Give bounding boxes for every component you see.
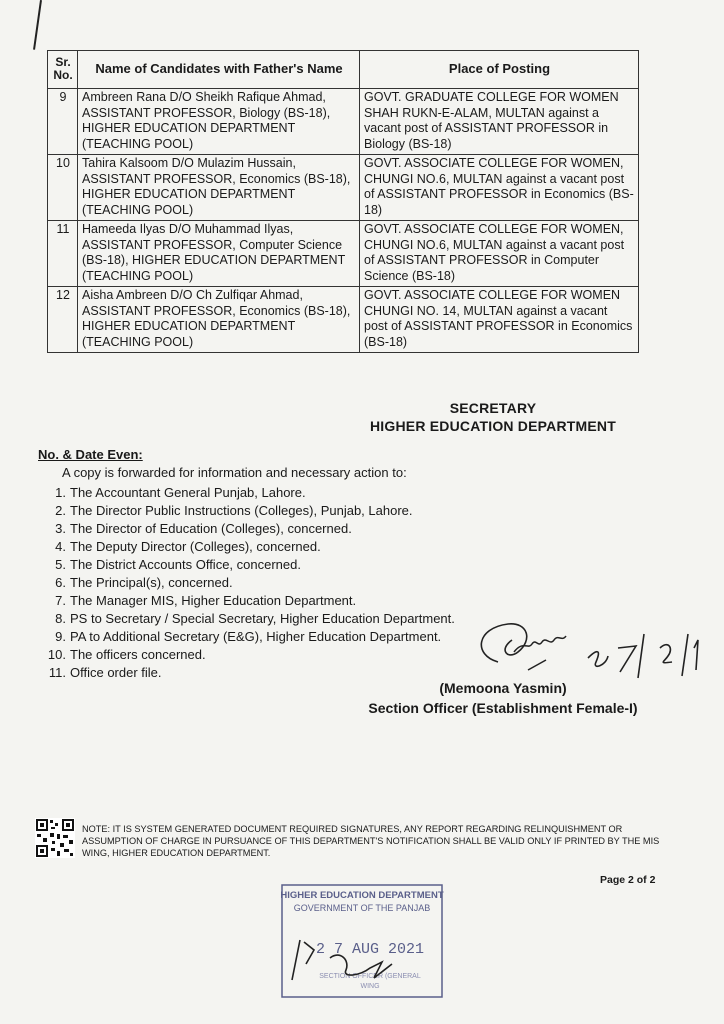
- page-number: Page 2 of 2: [600, 874, 656, 886]
- recipient-number: 4.: [55, 539, 66, 554]
- recipient-text: The Director of Education (Colleges), concerned.: [70, 521, 352, 536]
- recipient-item: [32, 502, 455, 520]
- recipient-item: [32, 610, 455, 628]
- recipient-text: Office order file.: [70, 665, 162, 680]
- handwritten-signature: [468, 600, 708, 690]
- table-header-row: [48, 51, 639, 89]
- cell-line: (TEACHING POOL): [82, 268, 194, 283]
- cell-line: HIGHER EDUCATION DEPARTMENT: [82, 319, 296, 333]
- qr-code-icon: [35, 818, 75, 858]
- recipient-item: [32, 628, 455, 646]
- recipient-item: [32, 556, 455, 574]
- recipient-text: The Director Public Instructions (Colleges), Punjab, Lahore.: [70, 503, 413, 518]
- cell-line: CHUNGI NO. 14, MULTAN against a vacant: [364, 303, 608, 318]
- secretary-department: HIGHER EDUCATION DEPARTMENT: [370, 418, 616, 434]
- header-sr-line2: No.: [53, 68, 73, 82]
- cell-sr-no: 11: [48, 221, 78, 287]
- pen-mark: [33, 0, 42, 50]
- cell-line: GOVT. GRADUATE COLLEGE FOR WOMEN: [364, 90, 619, 104]
- header-sr-line1: Sr.: [55, 55, 71, 69]
- recipient-number: 7.: [55, 593, 66, 608]
- cell-line: post of ASSISTANT PROFESSOR in Economics: [364, 319, 633, 333]
- header-place-of-posting: Place of Posting: [360, 51, 639, 89]
- stamp-line1: HIGHER EDUCATION DEPARTMENT: [280, 890, 444, 901]
- cell-line: ASSISTANT PROFESSOR, Economics (BS-18),: [82, 303, 351, 318]
- recipient-item: [32, 484, 455, 502]
- stamp-line3: SECTION OFFICER (GENERAL: [319, 973, 421, 980]
- cell-line: (TEACHING POOL): [82, 334, 194, 349]
- recipient-text: The Manager MIS, Higher Education Department.: [70, 593, 357, 608]
- recipient-text: The officers concerned.: [70, 647, 206, 662]
- reference-heading: No. & Date Even:: [38, 447, 143, 462]
- cell-line: CHUNGI NO.6, MULTAN against a vacant post: [364, 237, 625, 252]
- cell-place-of-posting: [360, 221, 639, 287]
- cell-candidate-name: [78, 221, 360, 287]
- posting-table: [47, 50, 639, 353]
- recipient-text: The Accountant General Punjab, Lahore.: [70, 485, 306, 500]
- cell-line: vacant post of ASSISTANT PROFESSOR in: [364, 121, 609, 135]
- cell-place-of-posting: [360, 89, 639, 155]
- table-row: [48, 221, 639, 287]
- cell-line: Ambreen Rana D/O Sheikh Rafique Ahmad,: [82, 90, 326, 104]
- officer-designation: Section Officer (Establishment Female-I): [368, 700, 638, 716]
- recipient-item: [32, 574, 455, 592]
- cell-line: of ASSISTANT PROFESSOR in Computer: [364, 253, 600, 267]
- stamp-line4: WING: [360, 983, 380, 990]
- cell-line: (BS-18): [364, 334, 408, 349]
- cell-place-of-posting: [360, 287, 639, 353]
- secretary-title: SECRETARY: [449, 400, 537, 416]
- system-note: NOTE: IT IS SYSTEM GENERATED DOCUMENT REQUIRED SIGNATURES, ANY REPORT REGARDING RELINQUISHMENT OR ASSUMPTION OF CHARGE IN PURSUANCE OF THIS DEPARTMENT'S NOTIFICATION SHALL BE VALID ONLY IF PRINTED BY THE MIS WING, HIGHER EDUCATION DEPARTMENT.: [82, 824, 660, 858]
- cell-line: GOVT. ASSOCIATE COLLEGE FOR WOMEN: [364, 288, 621, 302]
- cell-sr-no: 10: [48, 155, 78, 221]
- officer-name: (Memoona Yasmin): [439, 680, 567, 696]
- recipient-item: [32, 520, 455, 538]
- stamp-date: 2 7 AUG 2021: [315, 941, 425, 958]
- recipient-item: [32, 538, 455, 556]
- recipient-number: 10.: [47, 647, 66, 662]
- cell-place-of-posting: [360, 155, 639, 221]
- cell-candidate-name: [78, 89, 360, 155]
- cell-sr-no: 9: [48, 89, 78, 155]
- cell-line: Tahira Kalsoom D/O Mulazim Hussain,: [82, 156, 296, 170]
- cell-line: 18): [364, 202, 383, 217]
- table-row: [48, 287, 639, 353]
- recipient-text: The District Accounts Office, concerned.: [70, 557, 301, 572]
- recipient-number: 6.: [55, 575, 66, 590]
- cell-candidate-name: [78, 287, 360, 353]
- forward-intro: A copy is forwarded for information and necessary action to:: [62, 465, 407, 480]
- stamp-line2: GOVERNMENT OF THE PANJAB: [293, 903, 431, 913]
- cell-line: ASSISTANT PROFESSOR, Computer Science: [82, 237, 343, 252]
- recipient-item: [32, 592, 455, 610]
- recipient-number: 5.: [55, 557, 66, 572]
- cell-line: of ASSISTANT PROFESSOR in Economics (BS-: [364, 187, 634, 201]
- header-sr-no: [48, 51, 78, 89]
- recipient-number: 9.: [55, 629, 66, 644]
- recipient-item: [32, 646, 455, 664]
- cell-line: ASSISTANT PROFESSOR, Economics (BS-18),: [82, 171, 351, 186]
- cell-sr-no: 12: [48, 287, 78, 353]
- cell-line: GOVT. ASSOCIATE COLLEGE FOR WOMEN,: [364, 222, 624, 236]
- cell-line: (BS-18), HIGHER EDUCATION DEPARTMENT: [82, 253, 346, 267]
- recipient-text: PS to Secretary / Special Secretary, Higher Education Department.: [70, 611, 455, 626]
- recipient-text: The Principal(s), concerned.: [70, 575, 233, 590]
- recipient-number: 1.: [55, 485, 66, 500]
- recipient-number: 2.: [55, 503, 66, 518]
- cell-line: (TEACHING POOL): [82, 202, 194, 217]
- cell-line: SHAH RUKN-E-ALAM, MULTAN against a: [364, 105, 600, 120]
- cell-line: HIGHER EDUCATION DEPARTMENT: [82, 121, 296, 135]
- cell-line: Science (BS-18): [364, 268, 456, 283]
- cell-line: Biology (BS-18): [364, 136, 452, 151]
- cell-line: ASSISTANT PROFESSOR, Biology (BS-18),: [82, 105, 331, 120]
- recipient-number: 3.: [55, 521, 66, 536]
- cell-line: HIGHER EDUCATION DEPARTMENT: [82, 187, 296, 201]
- recipient-number: 8.: [55, 611, 66, 626]
- cell-line: CHUNGI NO.6, MULTAN against a vacant post: [364, 171, 625, 186]
- recipient-text: The Deputy Director (Colleges), concerned.: [70, 539, 321, 554]
- table-row: [48, 155, 639, 221]
- cell-line: Aisha Ambreen D/O Ch Zulfiqar Ahmad,: [82, 288, 303, 302]
- table-row: [48, 89, 639, 155]
- cell-line: Hameeda Ilyas D/O Muhammad Ilyas,: [82, 222, 294, 236]
- recipient-list: [32, 484, 455, 682]
- cell-line: GOVT. ASSOCIATE COLLEGE FOR WOMEN,: [364, 156, 624, 170]
- cell-line: (TEACHING POOL): [82, 136, 194, 151]
- header-candidate-name: Name of Candidates with Father's Name: [78, 51, 360, 89]
- department-stamp: [270, 880, 450, 1000]
- recipient-number: 11.: [48, 665, 66, 680]
- recipient-text: PA to Additional Secretary (E&G), Higher Education Department.: [70, 629, 442, 644]
- cell-candidate-name: [78, 155, 360, 221]
